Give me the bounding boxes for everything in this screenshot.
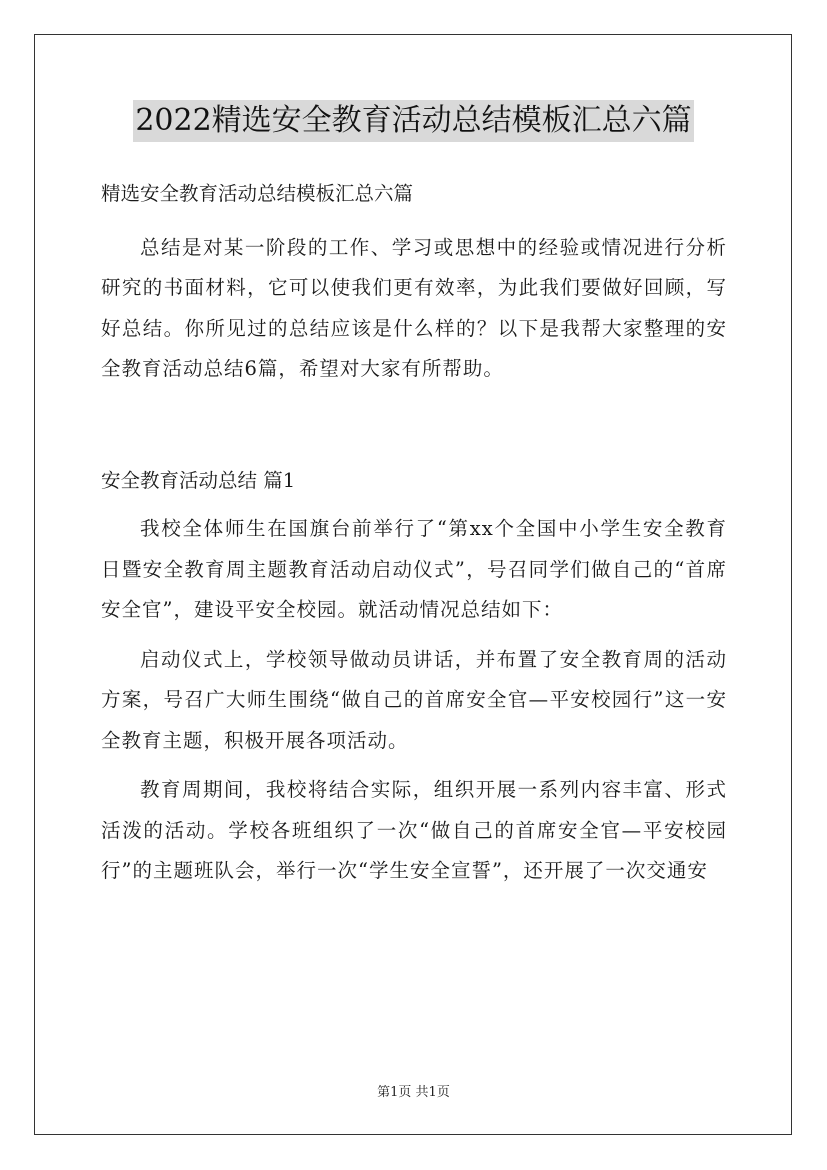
document-body xyxy=(101,174,727,892)
spacer xyxy=(101,501,727,509)
document-title: 2022精选安全教育活动总结模板汇总六篇 xyxy=(133,100,693,142)
spacer xyxy=(101,390,727,461)
document-subtitle: 精选安全教育活动总结模板汇总六篇 xyxy=(101,182,414,205)
section-heading: 安全教育活动总结 篇1 xyxy=(101,468,296,492)
body-paragraph-2: 启动仪式上，学校领导做动员讲话，并布置了安全教育周的活动方案，号召广大师生围绕“做自己的首席安全官—平安校园行”这一安全教育主题，积极开展各项活动。 xyxy=(101,647,727,752)
title-container xyxy=(0,100,827,142)
body-paragraph-1: 我校全体师生在国旗台前举行了“第xx个全国中小学生安全教育日暨安全教育周主题教育活动启动仪式”，号召同学们做自己的“首席安全官”，建设平安全校园。就活动情况总结如下： xyxy=(101,517,727,621)
spacer xyxy=(101,215,727,228)
page-footer: 第1页 共1页 xyxy=(377,1085,450,1100)
body-paragraph-3: 教育周期间，我校将结合实际，组织开展一系列内容丰富、形式活泼的活动。学校各班组织了一次“做自己的首席安全官—平安校园行”的主题班队会，举行一次“学生安全宣誓”，还开展了一次交通安 xyxy=(101,778,727,882)
intro-paragraph: 总结是对某一阶段的工作、学习或思想中的经验或情况进行分析研究的书面材料，它可以使我们更有效率，为此我们要做好回顾，写好总结。你所见过的总结应该是什么样的？以下是我帮大家整理的安全教育活动总结6篇，希望对大家有所帮助。 xyxy=(101,235,727,380)
